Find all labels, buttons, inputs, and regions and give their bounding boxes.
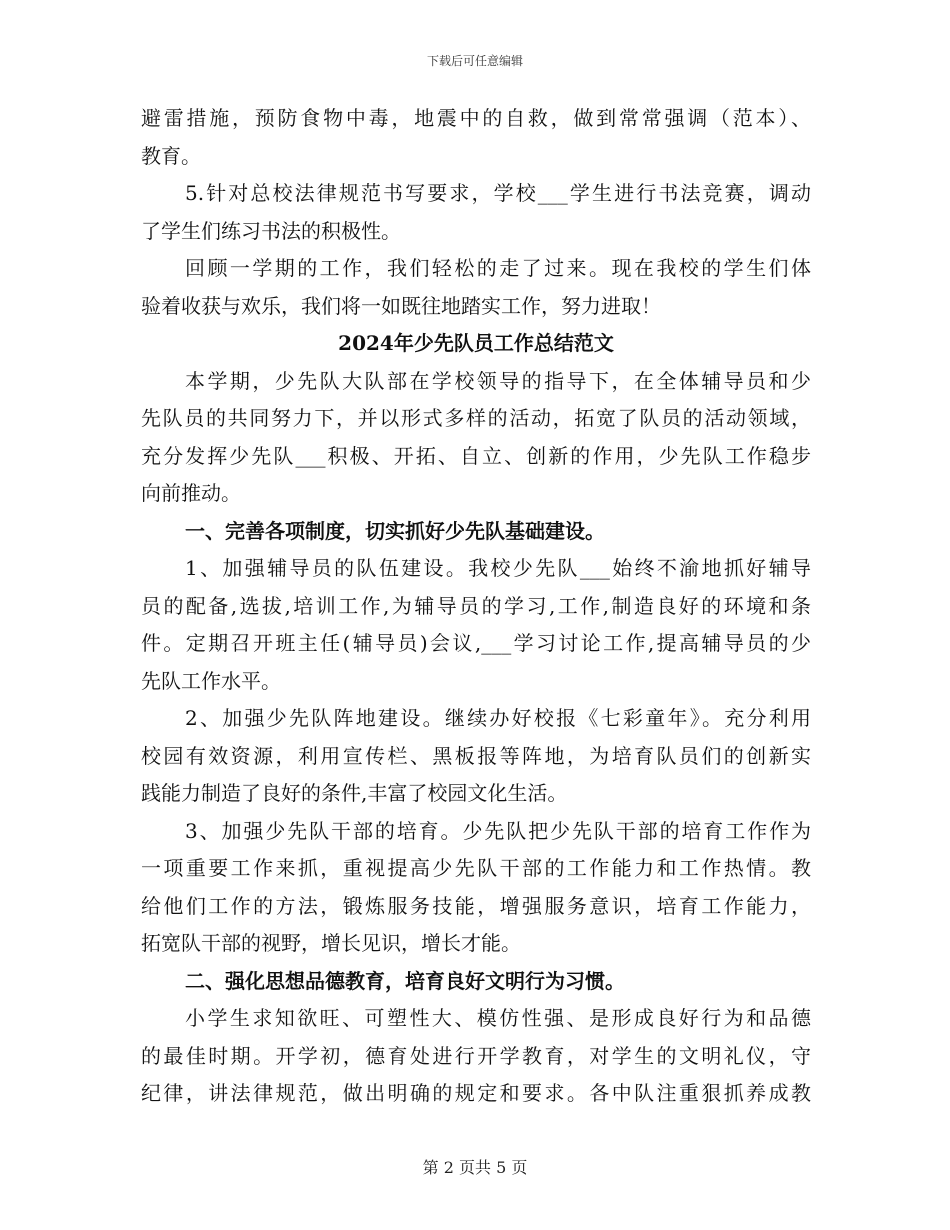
text-line: 小学生求知欲旺、可塑性大、模仿性强、是形成良好行为和品德 bbox=[185, 1006, 811, 1030]
section-title: 2024年少先队员工作总结范文 bbox=[338, 331, 614, 355]
text-line: 1、加强辅导员的队伍建设。我校少先队___始终不渝地抓好辅导 bbox=[185, 556, 811, 580]
text-line: 避雷措施，预防食物中毒，地震中的自救，做到常常强调（范本）、 bbox=[141, 106, 811, 130]
text-line: 校园有效资源，利用宣传栏、黑板报等阵地，为培育队员们的创新实 bbox=[141, 743, 811, 768]
text-line: 的最佳时期。开学初，德育处进行开学教育，对学生的文明礼仪，守 bbox=[141, 1043, 811, 1068]
text-line: 5.针对总校法律规范书写要求，学校___学生进行书法竞赛，调动 bbox=[185, 181, 811, 205]
text-line: 验着收获与欢乐，我们将一如既往地踏实工作，努力进取！ bbox=[141, 293, 661, 318]
text-line: 向前推动。 bbox=[141, 481, 241, 505]
text-line: 员的配备,选拔,培训工作,为辅导员的学习,工作,制造良好的环境和条 bbox=[141, 593, 811, 618]
page-footer: 第 2 页共 5 页 bbox=[422, 1158, 528, 1177]
text-line: 2、加强少先队阵地建设。继续办好校报《七彩童年》。充分利用 bbox=[185, 706, 811, 730]
text-line: 充分发挥少先队___积极、开拓、自立、创新的作用，少先队工作稳步 bbox=[141, 443, 811, 468]
text-line: 教育。 bbox=[141, 143, 201, 168]
section-heading: 一、完善各项制度，切实抓好少先队基础建设。 bbox=[185, 518, 605, 543]
text-line: 先队员的共同努力下，并以形式多样的活动，拓宽了队员的活动领域， bbox=[141, 406, 811, 430]
text-line: 3、加强少先队干部的培育。少先队把少先队干部的培育工作作为 bbox=[185, 818, 811, 843]
text-line: 本学期，少先队大队部在学校领导的指导下，在全体辅导员和少 bbox=[185, 368, 811, 393]
page-header: 下载后可任意编辑 bbox=[426, 54, 523, 68]
text-line: 一项重要工作来抓，重视提高少先队干部的工作能力和工作热情。教 bbox=[141, 856, 811, 880]
text-line: 回顾一学期的工作，我们轻松的走了过来。现在我校的学生们体 bbox=[185, 256, 811, 280]
text-line: 先队工作水平。 bbox=[141, 668, 281, 693]
text-line: 了学生们练习书法的积极性。 bbox=[141, 218, 401, 243]
document-body bbox=[141, 100, 811, 1113]
section-heading: 二、强化思想品德教育，培育良好文明行为习惯。 bbox=[185, 968, 625, 993]
text-line: 给他们工作的方法，锻炼服务技能，增强服务意识，培育工作能力， bbox=[141, 893, 811, 918]
text-line: 件。定期召开班主任(辅导员)会议,___学习讨论工作,提高辅导员的少 bbox=[141, 631, 811, 655]
text-line: 拓宽队干部的视野，增长见识，增长才能。 bbox=[141, 931, 521, 955]
text-line: 纪律，讲法律规范，做出明确的规定和要求。各中队注重狠抓养成教 bbox=[141, 1081, 811, 1105]
text-line: 践能力制造了良好的条件,丰富了校园文化生活。 bbox=[141, 781, 568, 805]
